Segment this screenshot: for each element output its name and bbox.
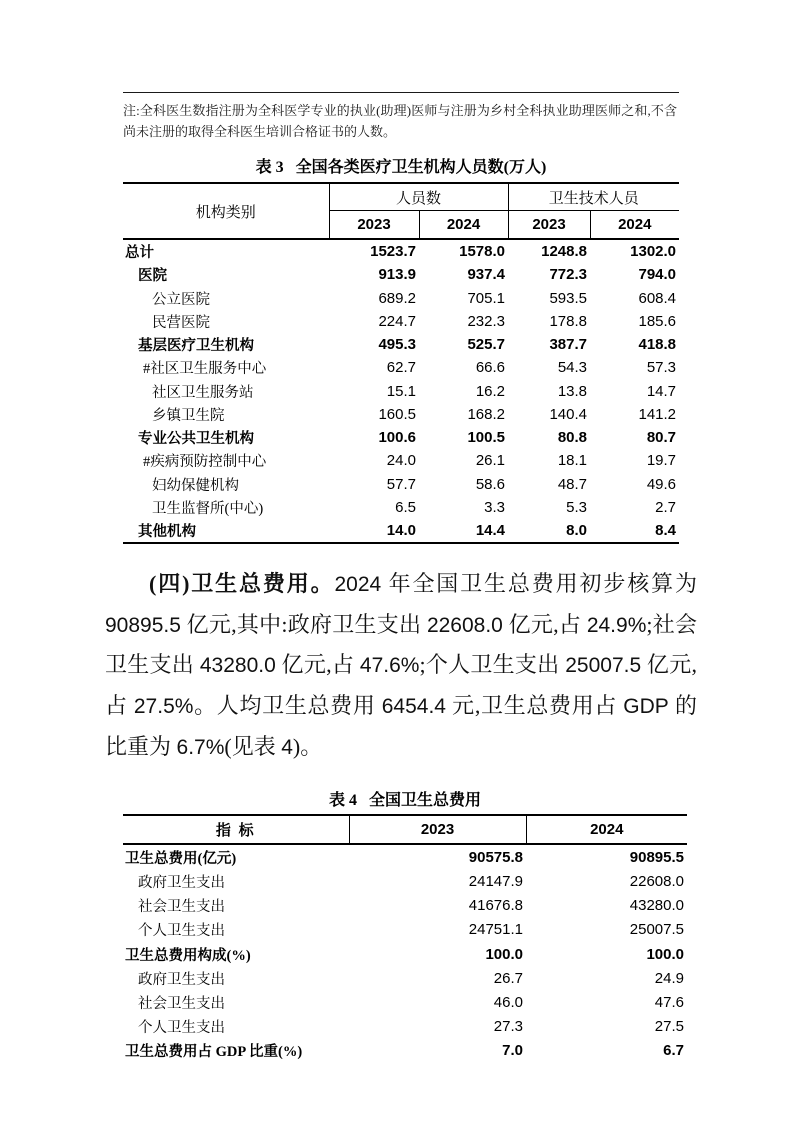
table-row <box>123 844 687 869</box>
value-cell: 100.0 <box>646 945 684 963</box>
column-header-year: 2024 <box>526 815 687 844</box>
value-cell: 46.0 <box>493 993 523 1011</box>
value-cell: 525.7 <box>467 336 506 354</box>
table-row <box>123 356 679 379</box>
paragraph-segment: 43280.0 <box>199 654 276 678</box>
table-row <box>123 1015 687 1039</box>
table-row <box>123 519 679 543</box>
value-cell: 18.1 <box>557 452 588 470</box>
value-cell: 27.5 <box>654 1018 684 1036</box>
table-row <box>123 263 679 286</box>
value-cell: 80.8 <box>557 429 588 447</box>
value-cell: 58.6 <box>475 475 506 493</box>
paragraph-segment: GDP <box>623 695 669 719</box>
table-row <box>123 239 679 263</box>
value-cell: 141.2 <box>638 405 677 423</box>
value-cell: 387.7 <box>549 336 588 354</box>
table-row <box>123 380 679 403</box>
row-label-cell: 总计 <box>125 245 154 262</box>
value-cell: 3.3 <box>484 498 506 516</box>
row-label-cell: 卫生总费用占 GDP 比重(%) <box>125 1044 303 1061</box>
value-cell: 57.7 <box>386 475 416 493</box>
paragraph-segment: 元,卫生总费用占 <box>445 693 624 719</box>
row-label-cell: 医院 <box>138 268 167 285</box>
value-cell: 1302.0 <box>630 243 677 261</box>
value-cell: 24.9 <box>654 969 684 987</box>
table-row <box>123 473 679 496</box>
row-label-cell: 政府卫生支出 <box>138 875 225 891</box>
paragraph-segment: (见表 <box>224 733 282 759</box>
column-header-year: 2024 <box>590 211 679 240</box>
value-cell: 90895.5 <box>629 848 684 866</box>
health-expenditure-paragraph <box>105 564 697 767</box>
column-group-health-technicians: 卫生技术人员 <box>508 183 679 211</box>
value-cell: 2.7 <box>655 498 677 516</box>
value-cell: 5.3 <box>566 498 588 516</box>
value-cell: 24.0 <box>386 452 416 470</box>
value-cell: 1523.7 <box>370 243 416 261</box>
value-cell: 14.7 <box>646 382 677 400</box>
table3-body <box>123 239 679 543</box>
table3-group-header-row <box>123 183 679 211</box>
value-cell: 8.4 <box>655 522 677 540</box>
table-row <box>123 869 687 893</box>
value-cell: 57.3 <box>646 359 677 377</box>
table3-header <box>123 183 679 239</box>
row-label-cell: 政府卫生支出 <box>138 971 225 988</box>
value-cell: 100.6 <box>378 429 416 447</box>
table4-body <box>123 844 687 1063</box>
value-cell: 43280.0 <box>629 897 684 915</box>
paragraph-segment: 6.7% <box>176 735 225 759</box>
row-label-cell: 乡镇卫生院 <box>152 407 225 424</box>
paragraph-segment: )。 <box>292 733 323 759</box>
value-cell: 224.7 <box>378 312 416 330</box>
value-cell: 24147.9 <box>468 873 523 890</box>
paragraph-segment: 年全国卫生总费用初步核算为 <box>381 571 697 597</box>
column-header-year: 2023 <box>357 216 391 233</box>
table4 <box>123 814 687 1063</box>
paragraph-segment: 27.5% <box>133 695 194 719</box>
row-label-cell: 社会卫生支出 <box>138 899 225 916</box>
value-cell: 90575.8 <box>468 848 523 866</box>
row-label-cell: 社区卫生服务站 <box>152 384 254 401</box>
paragraph-segment: 亿元,占 <box>502 611 587 637</box>
paragraph-segment: 2024 <box>334 573 382 597</box>
value-cell: 62.7 <box>386 359 416 377</box>
row-label-cell: 妇幼保健机构 <box>152 477 239 494</box>
value-cell: 100.0 <box>485 945 523 963</box>
table4-title: 表 4 全国卫生总费用 <box>328 792 481 810</box>
table3-title: 表 3 全国各类医疗卫生机构人员数(万人) <box>255 159 547 176</box>
table-row <box>123 1039 687 1063</box>
value-cell: 80.7 <box>646 429 677 447</box>
value-cell: 772.3 <box>549 266 588 284</box>
paragraph-segment: 。人均卫生总费用 <box>193 693 382 719</box>
row-label-cell: 民营医院 <box>152 314 210 331</box>
value-cell: 16.2 <box>475 382 506 400</box>
value-cell: 168.2 <box>467 405 506 423</box>
paragraph-segment: 22608.0 <box>426 613 503 637</box>
page-content <box>105 0 697 1063</box>
value-cell: 25007.5 <box>629 921 684 939</box>
row-label-cell: #社区卫生服务中心 <box>143 361 267 378</box>
value-cell: 705.1 <box>467 289 506 307</box>
value-cell: 1578.0 <box>459 243 506 261</box>
table-row <box>123 403 679 426</box>
table-row <box>123 966 687 990</box>
value-cell: 27.3 <box>493 1018 523 1036</box>
row-label-cell: 卫生总费用构成(%) <box>125 947 251 964</box>
table3 <box>123 182 679 544</box>
row-label-cell: 专业公共卫生机构 <box>138 431 254 448</box>
column-header-stub: 机构类别 <box>123 183 329 239</box>
value-cell: 15.1 <box>386 382 416 400</box>
value-cell: 24751.1 <box>468 921 523 939</box>
table-row <box>123 287 679 310</box>
value-cell: 593.5 <box>549 289 588 307</box>
value-cell: 7.0 <box>502 1042 523 1060</box>
row-label-cell: 卫生监督所(中心) <box>152 500 264 517</box>
table-row <box>123 333 679 356</box>
value-cell: 41676.8 <box>468 897 523 915</box>
row-label-cell: 卫生总费用(亿元) <box>125 850 237 867</box>
value-cell: 14.4 <box>475 522 506 540</box>
value-cell: 48.7 <box>557 475 588 493</box>
row-label-cell: 基层医疗卫生机构 <box>138 338 254 355</box>
value-cell: 608.4 <box>638 289 677 307</box>
value-cell: 8.0 <box>566 522 588 540</box>
value-cell: 26.1 <box>475 452 506 470</box>
paragraph-segment: 亿元,其中:政府卫生支出 <box>180 611 427 637</box>
paragraph-segment: 6454.4 <box>381 695 446 719</box>
row-label-cell: 个人卫生支出 <box>138 1020 225 1037</box>
table-row <box>123 426 679 449</box>
value-cell: 49.6 <box>646 475 677 493</box>
value-cell: 54.3 <box>557 359 588 377</box>
table-row <box>123 990 687 1014</box>
paragraph-segment: 亿元,占 <box>105 652 697 719</box>
row-label-cell: 社会卫生支出 <box>138 995 225 1012</box>
table-row <box>123 310 679 333</box>
paragraph-segment: 亿元,占 <box>275 652 360 678</box>
table-row <box>123 894 687 918</box>
paragraph-segment: 90895.5 <box>105 613 181 637</box>
row-label-cell: 个人卫生支出 <box>138 923 225 940</box>
value-cell: 14.0 <box>386 522 416 540</box>
table4-header <box>123 815 687 844</box>
paragraph-segment: 25007.5 <box>565 654 642 678</box>
paragraph-segment: ;个人卫生支出 <box>419 652 566 678</box>
value-cell: 26.7 <box>493 969 523 987</box>
paragraph-segment: 47.6% <box>359 654 420 678</box>
value-cell: 418.8 <box>638 336 677 354</box>
value-cell: 66.6 <box>475 359 506 377</box>
row-label-cell: 其他机构 <box>138 524 196 541</box>
value-cell: 1248.8 <box>541 243 588 261</box>
table4-header-row <box>123 815 687 844</box>
paragraph-segment: 24.9% <box>586 613 647 637</box>
paragraph-segment: 4 <box>281 735 293 759</box>
value-cell: 937.4 <box>467 266 506 284</box>
value-cell: 794.0 <box>638 266 677 284</box>
value-cell: 185.6 <box>638 312 677 330</box>
value-cell: 913.9 <box>378 266 416 284</box>
paragraph-segment: ;社会卫生支出 <box>105 611 697 678</box>
column-header-year: 2023 <box>349 815 526 844</box>
value-cell: 178.8 <box>549 312 588 330</box>
column-group-personnel: 人员数 <box>329 183 508 211</box>
table-row <box>123 942 687 966</box>
footnote: 注:全科医生数指注册为全科医学专业的执业(助理)医师与注册为乡村全科执业助理医师之和,不含尚未注册的取得全科医生培训合格证书的人数。 <box>123 103 677 139</box>
column-header-year: 2024 <box>419 211 508 240</box>
column-header-indicator: 指 标 <box>215 823 256 840</box>
value-cell: 232.3 <box>467 312 506 330</box>
value-cell: 160.5 <box>378 405 416 423</box>
previous-table-bottom-rule <box>123 92 679 93</box>
value-cell: 6.5 <box>395 498 416 516</box>
row-label-cell: 公立医院 <box>152 291 210 308</box>
value-cell: 100.5 <box>467 429 506 447</box>
table-row <box>123 496 679 519</box>
table-row <box>123 449 679 472</box>
value-cell: 689.2 <box>378 289 416 307</box>
column-header-year: 2023 <box>508 211 590 240</box>
paragraph-segment: 的比重为 <box>105 693 697 759</box>
value-cell: 140.4 <box>549 405 588 423</box>
value-cell: 13.8 <box>557 382 588 400</box>
row-label-cell: #疾病预防控制中心 <box>143 454 267 471</box>
value-cell: 6.7 <box>663 1042 684 1060</box>
paragraph-segment: (四)卫生总费用。 <box>149 571 335 597</box>
table-row <box>123 918 687 942</box>
value-cell: 495.3 <box>378 336 416 354</box>
value-cell: 19.7 <box>646 452 677 470</box>
value-cell: 22608.0 <box>629 873 684 890</box>
value-cell: 47.6 <box>654 993 684 1011</box>
